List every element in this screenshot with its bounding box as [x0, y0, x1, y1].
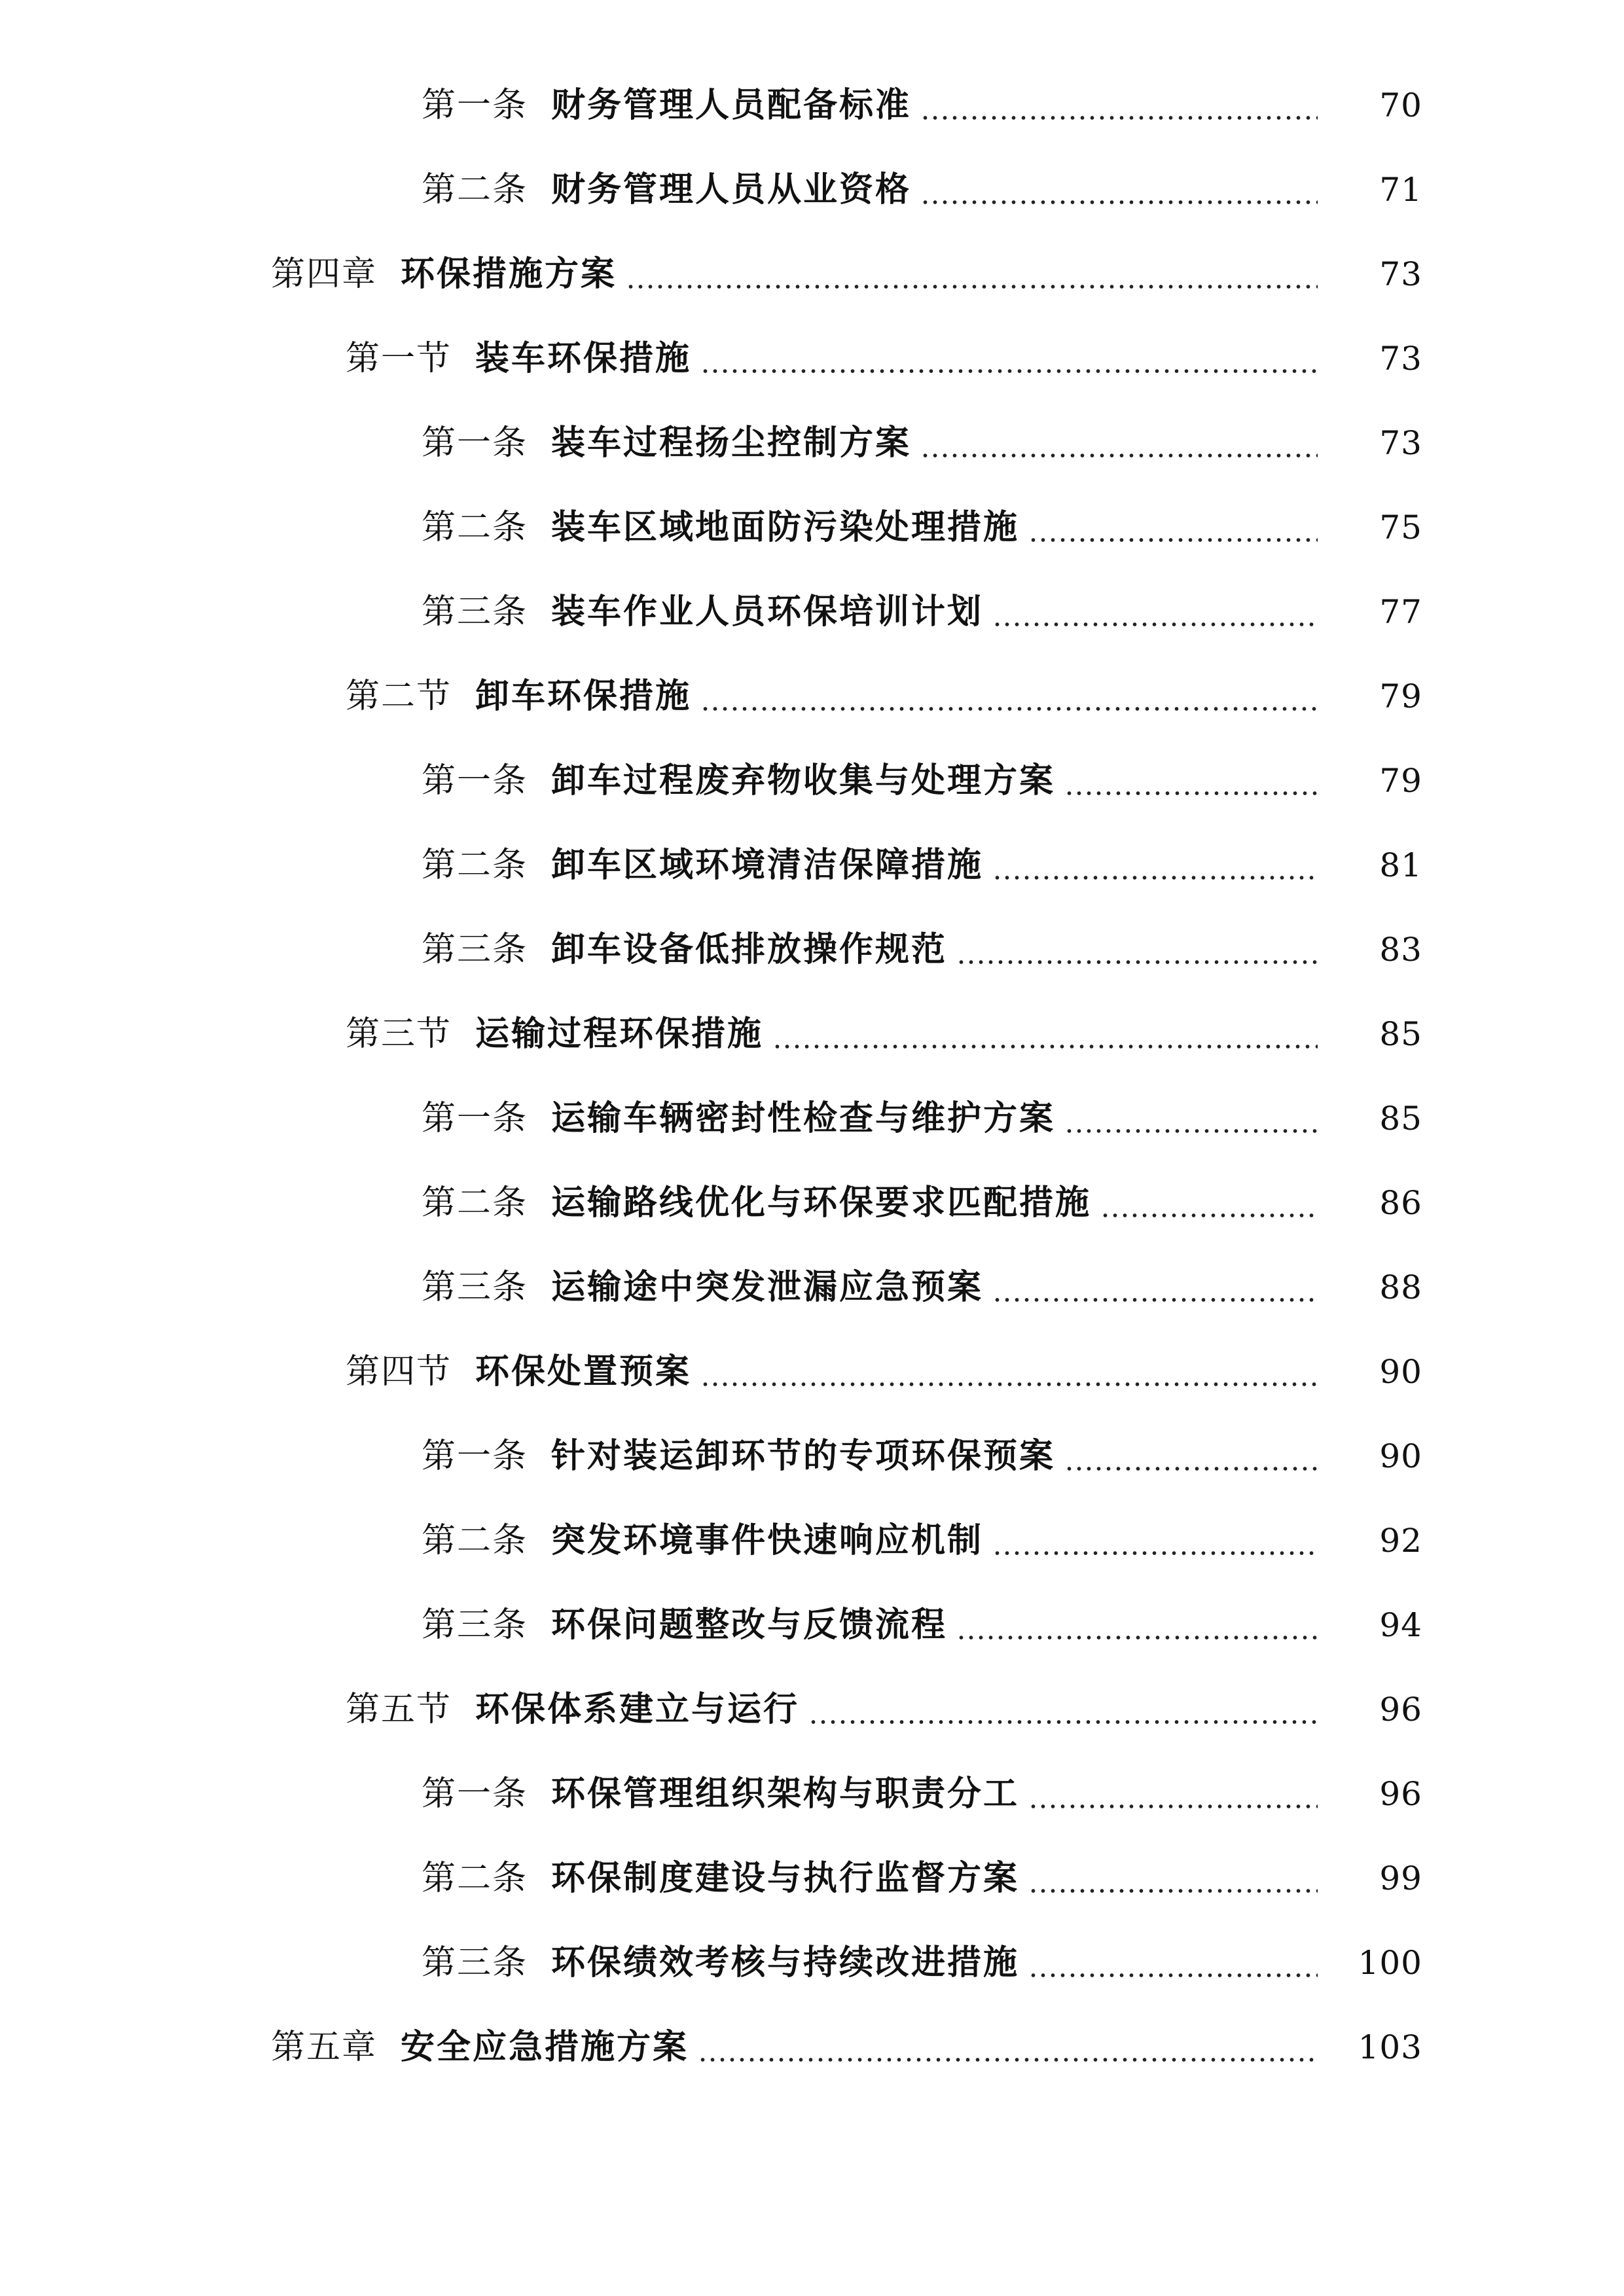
toc-entry-title: 卸车过程废弃物收集与处理方案 — [551, 761, 1056, 800]
toc-entry-title: 安全应急措施方案 — [401, 2027, 689, 2067]
dot-leader — [992, 1524, 1318, 1558]
toc-entry-page: 103 — [1358, 2028, 1422, 2066]
toc-entry-number: 第三条 — [422, 592, 528, 632]
toc-entry-number: 第二条 — [422, 170, 528, 209]
toc-entry-number: 第一条 — [422, 1774, 528, 1814]
toc-entry-page: 73 — [1379, 255, 1422, 293]
toc-entry-page: 79 — [1379, 761, 1422, 800]
toc-entry-page: 90 — [1379, 1437, 1422, 1475]
toc-entry-title: 卸车区域环境清洁保障措施 — [551, 845, 984, 885]
toc-entry-title: 环保绩效考核与持续改进措施 — [551, 1943, 1020, 1982]
toc-entry[interactable] — [0, 232, 1624, 316]
toc-entry-number: 第四章 — [271, 254, 378, 294]
toc-entry[interactable] — [0, 1076, 1624, 1160]
toc-entry-title: 卸车设备低排放操作规范 — [551, 929, 948, 969]
toc-entry-page: 92 — [1379, 1521, 1422, 1560]
toc-entry-title: 财务管理人员配备标准 — [551, 85, 912, 125]
toc-entry-number: 第三条 — [422, 929, 528, 969]
toc-entry-title: 装车区域地面防污染处理措施 — [551, 507, 1020, 547]
toc-entry-number: 第三条 — [422, 1267, 528, 1307]
toc-entry-number: 第四节 — [346, 1352, 452, 1391]
toc-entry-title: 环保措施方案 — [401, 254, 617, 294]
toc-entry-title: 财务管理人员从业资格 — [551, 170, 912, 209]
dot-leader — [920, 426, 1318, 460]
toc-entry-number: 第一条 — [422, 423, 528, 463]
toc-entry[interactable] — [0, 1920, 1624, 2005]
toc-entry[interactable] — [0, 654, 1624, 738]
toc-entry-number: 第三条 — [422, 1943, 528, 1982]
toc-entry-title: 环保管理组织架构与职责分工 — [551, 1774, 1020, 1814]
toc-entry[interactable] — [0, 1160, 1624, 1245]
toc-entry-page: 96 — [1379, 1774, 1422, 1813]
dot-leader — [1028, 1946, 1318, 1980]
toc-entry-page: 73 — [1379, 423, 1422, 462]
toc-entry-title: 环保处置预案 — [475, 1352, 692, 1391]
toc-entry-page: 90 — [1379, 1352, 1422, 1391]
toc-entry-number: 第二条 — [422, 507, 528, 547]
toc-entry-number: 第三节 — [346, 1014, 452, 1054]
toc-entry-title: 装车作业人员环保培训计划 — [551, 592, 984, 632]
dot-leader — [1028, 1777, 1318, 1811]
toc-entry-number: 第一条 — [422, 85, 528, 125]
dot-leader — [956, 933, 1318, 967]
toc-entry-title: 运输途中突发泄漏应急预案 — [551, 1267, 984, 1307]
dot-leader — [992, 1270, 1318, 1304]
dot-leader — [1064, 1102, 1318, 1136]
toc-entry-title: 环保问题整改与反馈流程 — [551, 1605, 948, 1645]
dot-leader — [1064, 1439, 1318, 1473]
dot-leader — [772, 1017, 1318, 1051]
toc-entry-title: 卸车环保措施 — [475, 676, 692, 716]
toc-entry-number: 第二条 — [422, 845, 528, 885]
dot-leader — [1028, 1861, 1318, 1895]
toc-entry-title: 装车过程扬尘控制方案 — [551, 423, 912, 463]
toc-entry[interactable] — [0, 907, 1624, 992]
table-of-contents — [0, 63, 1624, 2089]
toc-entry-number: 第五章 — [271, 2027, 378, 2067]
toc-entry-page: 88 — [1379, 1268, 1422, 1306]
toc-entry-page: 70 — [1379, 86, 1422, 124]
toc-entry-number: 第二条 — [422, 1520, 528, 1560]
toc-entry[interactable] — [0, 569, 1624, 654]
toc-entry[interactable] — [0, 1414, 1624, 1498]
dot-leader — [920, 173, 1318, 207]
toc-entry[interactable] — [0, 1245, 1624, 1329]
toc-entry[interactable] — [0, 485, 1624, 569]
toc-entry-number: 第五节 — [346, 1689, 452, 1729]
toc-entry-page: 83 — [1379, 930, 1422, 969]
toc-entry[interactable] — [0, 147, 1624, 232]
toc-entry-title: 环保体系建立与运行 — [475, 1689, 800, 1729]
dot-leader — [626, 257, 1318, 291]
toc-entry[interactable] — [0, 823, 1624, 907]
dot-leader — [700, 342, 1318, 376]
dot-leader — [698, 2030, 1318, 2064]
toc-entry-title: 运输车辆密封性检查与维护方案 — [551, 1098, 1056, 1138]
toc-entry-number: 第二条 — [422, 1858, 528, 1898]
toc-entry-page: 77 — [1379, 592, 1422, 631]
toc-entry[interactable] — [0, 401, 1624, 485]
dot-leader — [956, 1608, 1318, 1642]
toc-entry-page: 96 — [1379, 1690, 1422, 1729]
toc-entry-number: 第一条 — [422, 761, 528, 800]
toc-entry[interactable] — [0, 738, 1624, 823]
toc-entry-number: 第一条 — [422, 1098, 528, 1138]
toc-entry-page: 75 — [1379, 508, 1422, 547]
toc-entry-title: 针对装运卸环节的专项环保预案 — [551, 1436, 1056, 1476]
toc-entry-number: 第一条 — [422, 1436, 528, 1476]
toc-entry-number: 第二条 — [422, 1183, 528, 1223]
dot-leader — [920, 88, 1318, 122]
toc-entry[interactable] — [0, 1583, 1624, 1667]
toc-entry[interactable] — [0, 1667, 1624, 1751]
toc-entry-title: 环保制度建设与执行监督方案 — [551, 1858, 1020, 1898]
dot-leader — [1100, 1186, 1318, 1220]
toc-entry-title: 运输路线优化与环保要求匹配措施 — [551, 1183, 1092, 1223]
dot-leader — [1028, 511, 1318, 545]
toc-entry-page: 99 — [1379, 1859, 1422, 1897]
toc-entry[interactable] — [0, 1836, 1624, 1920]
toc-entry[interactable] — [0, 992, 1624, 1076]
dot-leader — [1064, 764, 1318, 798]
dot-leader — [992, 848, 1318, 882]
toc-entry-page: 86 — [1379, 1183, 1422, 1222]
toc-entry[interactable] — [0, 1751, 1624, 1836]
toc-entry-page: 73 — [1379, 339, 1422, 378]
toc-entry-number: 第三条 — [422, 1605, 528, 1645]
toc-entry-page: 71 — [1379, 170, 1422, 209]
toc-entry[interactable] — [0, 2005, 1624, 2089]
toc-entry-page: 79 — [1379, 677, 1422, 715]
toc-entry-title: 运输过程环保措施 — [475, 1014, 764, 1054]
toc-entry-page: 81 — [1379, 846, 1422, 884]
toc-entry-page: 85 — [1379, 1014, 1422, 1053]
toc-entry-page: 85 — [1379, 1099, 1422, 1138]
toc-entry-number: 第一节 — [346, 338, 452, 378]
toc-entry[interactable] — [0, 1498, 1624, 1583]
toc-entry-number: 第二节 — [346, 676, 452, 716]
dot-leader — [992, 595, 1318, 629]
dot-leader — [700, 1355, 1318, 1389]
toc-entry[interactable] — [0, 316, 1624, 401]
dot-leader — [808, 1693, 1318, 1727]
dot-leader — [700, 679, 1318, 713]
toc-entry-page: 94 — [1379, 1605, 1422, 1644]
toc-entry-title: 突发环境事件快速响应机制 — [551, 1520, 984, 1560]
toc-entry-page: 100 — [1358, 1943, 1422, 1982]
toc-entry-title: 装车环保措施 — [475, 338, 692, 378]
toc-entry[interactable] — [0, 63, 1624, 147]
toc-entry[interactable] — [0, 1329, 1624, 1414]
